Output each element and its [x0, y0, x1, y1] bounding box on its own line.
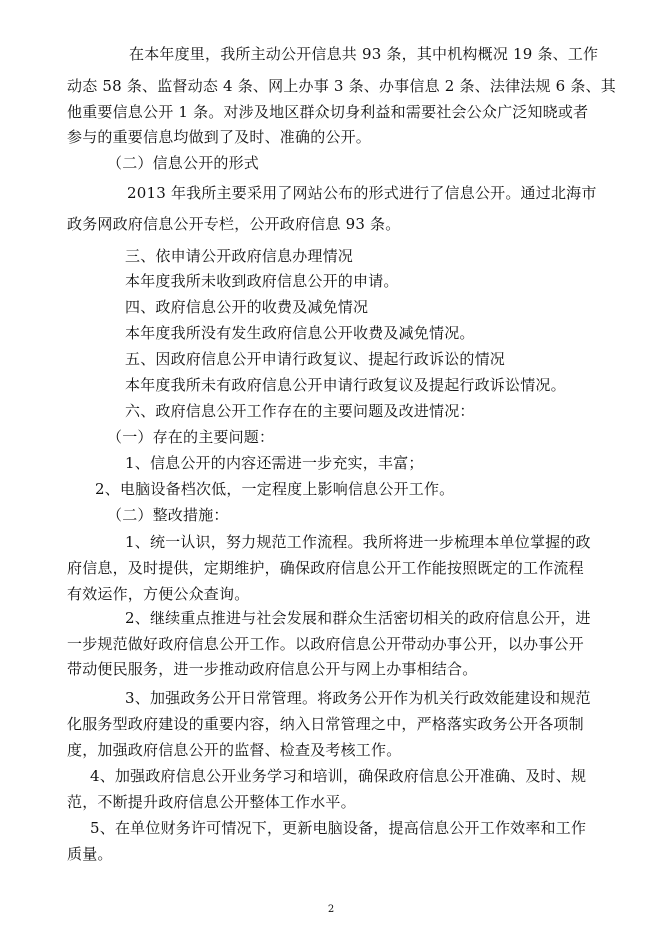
text-line: 带动便民服务，进一步推动政府信息公开与网上办事相结合。 [67, 660, 478, 678]
section-heading: （二）整改措施： [107, 506, 229, 524]
section-heading: 五、因政府信息公开申请行政复议、提起行政诉讼的情况 [125, 350, 506, 368]
text-line: 化服务型政府建设的重要内容，纳入日常管理之中，严格落实政务公开各项制 [67, 715, 584, 733]
text-line: 度，加强政府信息公开的监督、检查及考核工作。 [67, 741, 402, 759]
text-line: 本年度我所未收到政府信息公开的申请。 [125, 272, 399, 290]
text-line: 本年度我所未有政府信息公开申请行政复议及提起行政诉讼情况。 [125, 376, 566, 394]
text-line: 1、信息公开的内容还需进一步充实，丰富； [125, 454, 424, 472]
text-line: 动态 58 条、监督动态 4 条、网上办事 3 条、办事信息 2 条、法律法规 6 条、其 [67, 77, 616, 95]
text-line: 他重要信息公开 1 条。对涉及地区群众切身利益和需要社会公众广泛知晓或者 [67, 103, 589, 121]
text-line: 1、统一认识，努力规范工作流程。我所将进一步梳理本单位掌握的政 [125, 533, 591, 551]
text-line: 5、在单位财务许可情况下，更新电脑设备，提高信息公开工作效率和工作 [90, 819, 587, 837]
text-line: 一步规范做好政府信息公开工作。以政府信息公开带动办事公开，以办事公开 [67, 635, 584, 653]
text-line: 质量。 [67, 845, 113, 863]
section-heading: （二）信息公开的形式 [107, 154, 260, 172]
text-line: 有效运作，方便公众查询。 [67, 585, 250, 603]
text-line: 2、电脑设备档次低，一定程度上影响信息公开工作。 [95, 480, 455, 498]
text-line: 本年度我所没有发生政府信息公开收费及减免情况。 [125, 324, 475, 342]
section-heading: （一）存在的主要问题： [107, 428, 275, 446]
text-line: 4、加强政府信息公开业务学习和培训，确保政府信息公开准确、及时、规 [90, 767, 587, 785]
section-heading: 三、依申请公开政府信息办理情况 [125, 247, 354, 265]
text-line: 在本年度里，我所主动公开信息共 93 条，其中机构概况 19 条、工作 [129, 45, 599, 63]
text-line: 范，不断提升政府信息公开整体工作水平。 [67, 793, 356, 811]
text-line: 3、加强政务公开日常管理。将政务公开作为机关行政效能建设和规范 [125, 689, 591, 707]
section-heading: 六、政府信息公开工作存在的主要问题及改进情况： [125, 402, 475, 420]
text-line: 2、继续重点推进与社会发展和群众生活密切相关的政府信息公开，进 [125, 609, 591, 627]
text-line: 参与的重要信息均做到了及时、准确的公开。 [67, 128, 372, 146]
text-line: 府信息，及时提供，定期维护，确保政府信息公开工作能按照既定的工作流程 [67, 559, 584, 577]
page-number: 2 [327, 904, 335, 915]
section-heading: 四、政府信息公开的收费及减免情况 [125, 298, 369, 316]
text-line: 2013 年我所主要采用了网站公布的形式进行了信息公开。通过北海市 [127, 184, 597, 202]
text-line: 政务网政府信息公开专栏，公开政府信息 93 条。 [67, 215, 401, 233]
